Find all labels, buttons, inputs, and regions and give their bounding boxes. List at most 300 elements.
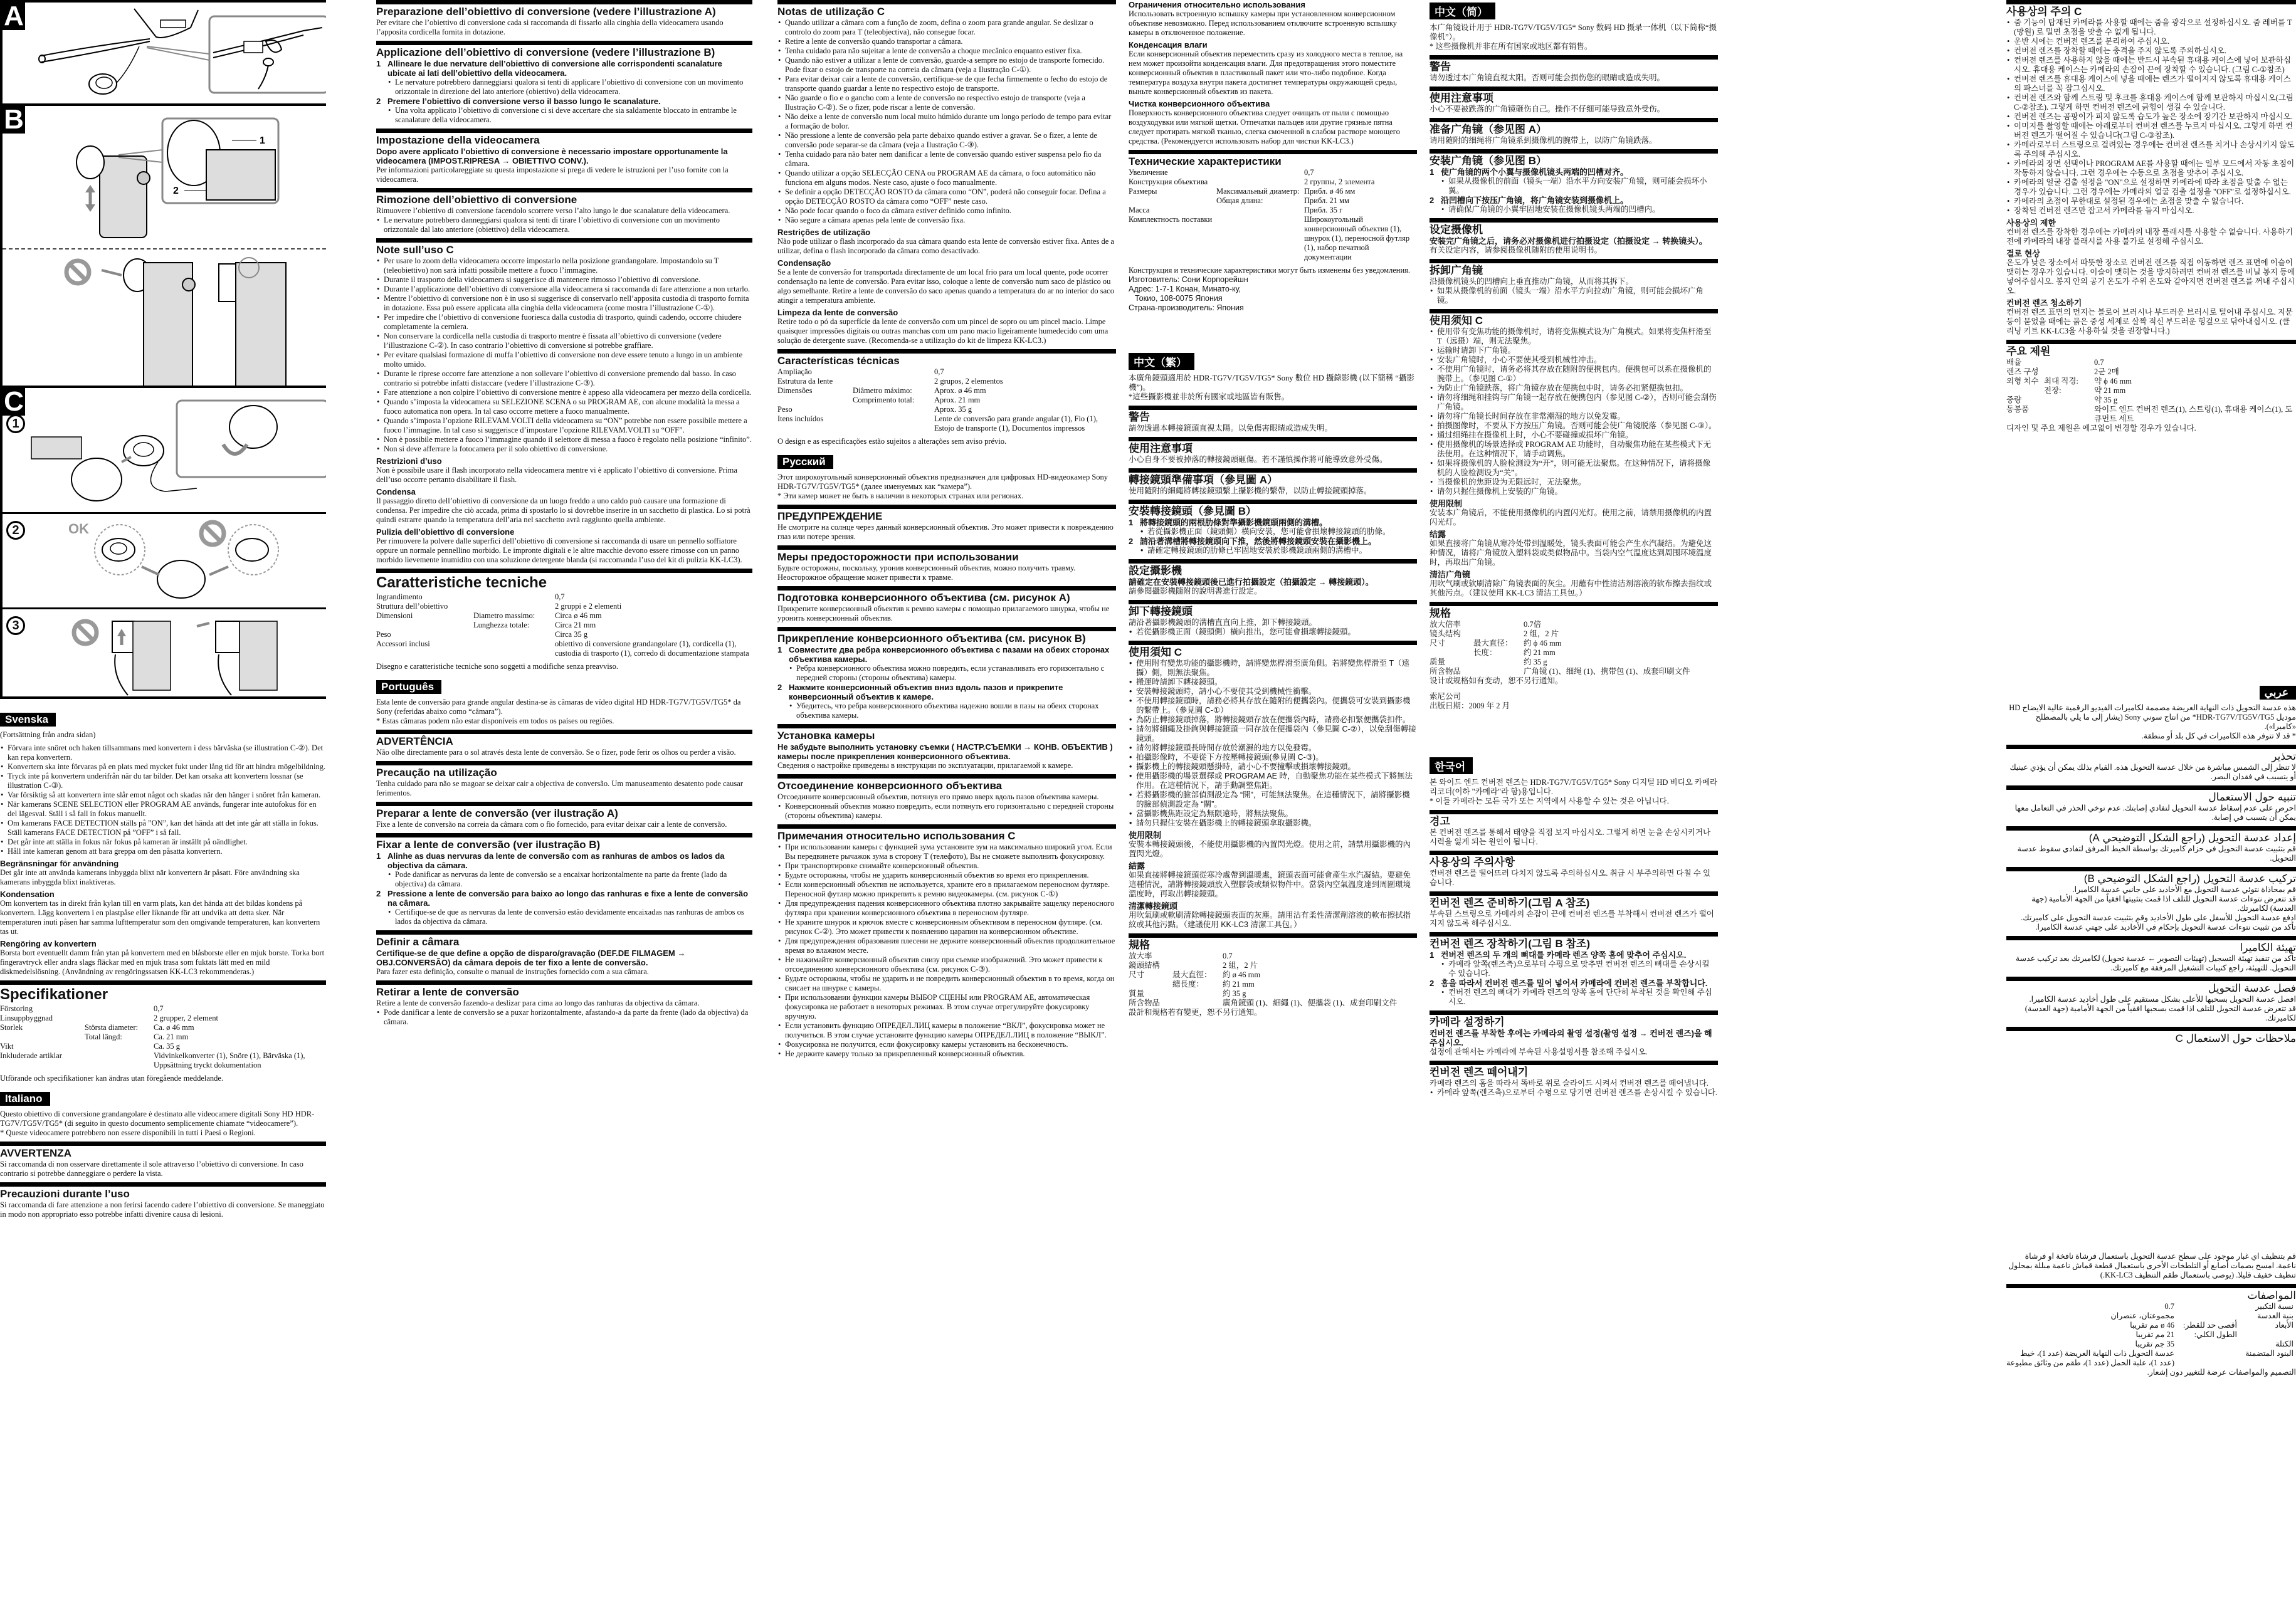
figure-c-label: C <box>3 388 25 416</box>
divider-bar <box>376 802 752 806</box>
section-text: 如果直接将广角镜从寒冷处带到温暖处，镜头表面可能会产生水汽凝结。为避免这种情况，请将广角镜放入塑料袋或类似物品中。当袋内空气温度达到周围环境温度时，再取出广角镜。 <box>1430 539 1712 567</box>
list-item: • Fare attenzione a non colpire l’obiettivo di conversione mentre è appeso alla videocamera per mezzo della cordicella. <box>376 388 752 397</box>
section-heading: 清潔轉接鏡頭 <box>1129 901 1178 911</box>
divider-bar <box>1129 406 1417 410</box>
list-item: • Não deixe a lente de conversão num local muito húmido durante um longo período de tempo para evitar a formação de bolor. <box>777 112 1116 131</box>
cleaning-text: قم بتنظيف اي غبار موجود على سطح عدسة التحويل باستعمال فرشاة نافخة او فرشاة ناعمة. امسح بصمات أصابع أو التلطخات الأخرى باستعمال قطعة قماش ناعمة مبللة بمحلول تنظيف خفيف قليلا. (يوصى باستعمال طقم التنظيف KK-LC3.) <box>2008 1252 2296 1279</box>
precautions-text: 小心不要被跌落的广角镜砸伤自己。操作不仔细可能导致意外受伤。 <box>1430 105 1665 113</box>
divider-bar <box>2006 867 2296 871</box>
remove-title: Rimozione dell’obiettivo di conversione <box>376 194 577 206</box>
list-item: • Будьте осторожны, чтобы не ударить и не повредить конверсионный объектив в то время, когда он свисает на шнурке с камеры. <box>777 974 1116 993</box>
section-heading: Конденсация влаги <box>1129 40 1208 50</box>
section-text: Il passaggio diretto dell’obiettivo di conversione da un luogo freddo a uno caldo può causare una formazione di condensa. Per impedire che ciò accada, prima di spostarlo lo si dovrebbe inserire in un sacchetto di plastica. Lo si potrà quindi estrarre quando la temperatura dell’aria nel sacchetto avrà raggiunto quella ambiente. <box>376 496 750 524</box>
divider-bar <box>1129 150 1417 154</box>
intro-text: 本广角镜设计用于 HDR-TG7V/TG5V/TG5* Sony 数码 HD 摄录一体机（以下简称“摄像机”）。 <box>1430 23 1717 41</box>
section-heading: 컨버전 렌즈 청소하기 <box>2006 298 2082 308</box>
list-item: • 请确保广角镜的小翼牢固地安装在摄像机镜头两端的凹槽内。 <box>1441 205 1718 214</box>
spec-table <box>0 1004 326 1070</box>
divider-bar <box>376 761 752 765</box>
divider-bar <box>1129 600 1417 604</box>
list-item: • Per impedire che l’obiettivo di conversione fuoriesca dalla custodia di trasporto, quindi cadendo, occorre chiudere completamente la cerniera. <box>376 313 752 332</box>
divider-bar <box>376 569 752 573</box>
section-heading: Ограничения относительно использования <box>1129 0 1305 9</box>
list-item: • Retire a lente de conversão quando transportar a câmara. <box>777 37 1116 46</box>
setup-bold: 請確定在安裝轉接鏡頭後已進行拍攝設定（拍攝設定 → 轉接鏡頭）。 <box>1129 577 1374 587</box>
divider-bar <box>376 833 752 837</box>
remove-note: قد تتعرض عدسة التحويل للتلف اذا قمت بسحبها افقياً من الجهة الأمامية (جهة العدسة) لكاميرتك. <box>2025 1004 2296 1022</box>
table-row: 长度： 约 21 mm <box>1473 648 1556 657</box>
section-heading: 使用限制 <box>1430 499 1463 508</box>
section-text: Поверхность конверсионного объектива следует очищать от пыли с помощью воздуходувки или мягкой щетки. Отпечатки пальцев или другие грязные пятна следует протирать мягкой тканью, слегка смоченной в слабом растворе моющего средства. (Рекомендуется использовать набор для чистки KK-LC3.) <box>1129 108 1400 145</box>
table-row: Dimensioni Diametro massimo: Circa ø 46 mm <box>376 611 602 620</box>
table-row: 尺寸 最大直径： 约 ϕ 46 mm <box>1430 639 1562 648</box>
strap-illustration <box>3 3 326 103</box>
list-item: • Não guarde o fio e o gancho com a lente de conversão no respectivo estojo de transporte (veja a Ilustração C-②). Se o fizer, pode riscar a lente de conversão. <box>777 93 1116 112</box>
divider-bar <box>1430 259 1718 263</box>
table-row: 동봉품 와이드 엔드 컨버전 렌즈(1), 스트링(1), 휴대용 케이스(1), 도큐먼트 세트 <box>2006 405 2293 423</box>
callout-1: 1 <box>260 135 265 146</box>
list-item: • 장착된 컨버전 렌즈만 잡고서 카메라를 들지 마십시오. <box>2006 206 2296 216</box>
table-row: 尺寸 最大直徑： 約 ø 46 mm <box>1129 970 1261 979</box>
precautions-text: 컨버전 렌즈를 떨어뜨려 다치지 않도록 주의하십시오. 취급 시 부주의하면 다칠 수 있습니다. <box>1430 869 1711 887</box>
table-row: 외형 치수 최대 직경: 약 ϕ 46 mm <box>2006 377 2132 386</box>
setup-title: تهيئة الكاميرا <box>2240 942 2296 953</box>
list-item: • 使用附有變焦功能的攝影機時，請將變焦桿滑至廣角側。若將變焦桿滑至 T（遠攝）側，則無法聚焦。 <box>1129 659 1417 678</box>
list-item: • Tryck inte på konvertern underifrån när du tar bilder. Det kan orsaka att konvertern lossnar (se illustration C-③). <box>0 772 326 790</box>
section-text: 컨버전 렌즈를 장착한 경우에는 카메라의 내장 플래시를 사용할 수 없습니다. 사용하기 전에 카메라의 내장 플래시를 사용 불가로 설정해 주십시오. <box>2006 228 2293 246</box>
list-item: • Фокусировка не получится, если фокусировку камеры установить на бесконечность. <box>777 1040 1116 1049</box>
spec-table <box>777 367 1116 433</box>
country-line: Страна-производитель: Япония <box>1129 303 1244 312</box>
section-heading: 결로 현상 <box>2006 249 2040 258</box>
divider-bar <box>376 0 752 4</box>
setup-text: 有关设定内容，请参阅摄像机随附的使用说明书。 <box>1430 246 1603 255</box>
precautions-title: 使用注意事項 <box>1129 443 1193 454</box>
setup-text: 請參閱攝影機隨附的說明書進行設定。 <box>1129 587 1262 596</box>
notes-title: Notas de utilização C <box>777 6 885 18</box>
section-heading: Limpeza da lente de conversão <box>777 308 898 317</box>
setup-text: تأكد من تنفيذ تهيئة التسجيل (تهيئات التصوير ← عدسة تحويل) لكاميرتك بعد تركيب عدسة التحويل. للتهيئة، راجع كتيبات التشغيل المرفقة مع كاميرتك. <box>2015 954 2296 972</box>
list-item: • Pode danificar a lente de conversão se a puxar horizontalmente, afastando-a da parte da frente (lado da objectiva) da câmara. <box>376 1008 752 1027</box>
section-heading: Condensa <box>376 487 416 496</box>
column-6 <box>2006 0 2296 683</box>
attach-step-2: 2 Pressione a lente de conversão para baixo ao longo das ranhuras e fixe a lente de conversão na câmara. <box>376 889 749 908</box>
divider-bar <box>376 238 752 243</box>
divider-bar <box>376 730 752 734</box>
section-text: Om konvertern tas in direkt från kylan till en varm plats, kan det hända att det bildas kondens på konvertern. Lägg konvertern i en plastpåse eller liknande för att undvika att detta sker. När temperaturen inuti påsen har samma lufttemperatur som den omgivande temperaturen, kan konvertern tas ut. <box>0 899 320 936</box>
divider-bar <box>1430 87 1718 91</box>
list-item: • Per usare lo zoom della videocamera occorre impostarlo nella posizione grandangolare. Impostandolo su T (teleobiettivo) non sarà infatti possibile mettere a fuoco l’immagine. <box>376 256 752 275</box>
prep-title: 准备广角镜（参见图 A） <box>1430 123 1547 135</box>
list-item: • Будьте осторожны, чтобы не ударить конверсионный объектив во время его прикрепления. <box>777 871 1116 880</box>
attach-step-1: 1 將轉接鏡頭的兩根肋條對準攝影機鏡頭兩側的溝槽。 <box>1129 518 1328 527</box>
lang-tag-zh-hans: 中文（简） <box>1430 3 1495 19</box>
section-text: Non è possibile usare il flash incorporato nella videocamera mentre vi è applicato l’obiettivo di conversione. Prima dell’uso occorre pertanto disabilitare il flash. <box>376 466 737 484</box>
remove-title: فصل عدسة التحويل <box>2208 982 2296 994</box>
table-row: 质量 约 35 g <box>1430 658 1547 666</box>
list-item: • 請勿將細繩及掛鉤與轉接鏡頭一同存放在便攜袋內（參見圖 C-②），以免刮傷轉接鏡頭。 <box>1129 725 1417 743</box>
divider-bar <box>1129 933 1417 938</box>
table-row: 배율 0.7 <box>2006 358 2104 367</box>
lang-tag-korean: 한국어 <box>1430 757 1473 774</box>
lang-tag-italiano: Italiano <box>0 1092 50 1106</box>
divider-bar <box>1430 891 1718 896</box>
intro-note: * Estas câmaras podem não estar disponíveis em todos os países ou regiões. <box>376 717 614 725</box>
list-item: • 若將攝影機的臉部偵測設定為 “開”，可能無法聚焦。在這種情況下，請將攝影機的臉部偵測設定為 “關”。 <box>1129 790 1417 809</box>
setup-bold: Certifique-se de que define a opção de disparo/gravação (DEF.DE FILMAGEM → OBJ.CONVERSÃO) da câmara depois de ter fixo a lente de conversão. <box>376 948 686 967</box>
continued-note: (Fortsättning från andra sidan) <box>0 730 96 739</box>
list-item: • Certifique-se de que as nervuras da lente de conversão estão devidamente encaixadas nas ranhuras de ambos os lados da objectiva da câmara. <box>387 908 752 926</box>
figure-c-panel <box>0 386 326 699</box>
divider-bar <box>2006 340 2296 344</box>
section-heading: Condensação <box>777 258 831 268</box>
setup-bold: 컨버전 렌즈를 부착한 후에는 카메라의 촬영 설정(촬영 설정 → 컨버전 렌즈)을 해 주십시오. <box>1430 1029 1712 1047</box>
list-item: • 搬運時請卸下轉接鏡頭。 <box>1129 678 1417 687</box>
divider-bar <box>777 505 1116 509</box>
list-item: • 컨버전 렌즈를 장착할 때에는 충격을 주지 않도록 주의하십시오. <box>2006 46 2296 56</box>
warning-title: تحذير <box>2272 750 2296 762</box>
list-item: • Если конверсионный объектив не используется, храните его в прилагаемом переносном футляре. Переносной футляр можно прикрепить к ремню видеокамеры. (см. рисунок C-①) <box>777 880 1116 899</box>
prep-text: 使用隨附的細繩將轉接鏡頭繫上攝影機的繫帶，以防止轉接鏡頭掉落。 <box>1129 486 1372 495</box>
attach-step-2: 2 沿凹槽向下按压广角镜，将广角镜安装到摄像机上。 <box>1430 196 1629 205</box>
address-line: Адрес: 1-7-1 Конан, Минато-ку, <box>1129 285 1241 293</box>
intro-text: Esta lente de conversão para grande angular destina-se às câmaras de vídeo digital HD HDR-TG7V/TG5V/TG5* da Sony (referidas abaixo como “câmara”). <box>376 698 741 716</box>
list-item: • Quando s’imposta l’opzione RILEVAM.VOLTI della videocamera su “ON” potrebbe non essere possibile mettere a fuoco l’immagine. In tal caso si suggerisce d’impostare l’opzione RILEVAM.VOLTI su “OFF”. <box>376 416 752 435</box>
notes-title: 사용상의 주의 C <box>2006 6 2082 18</box>
table-row: Comprimento total: Aprox. 21 mm <box>853 396 981 404</box>
table-row: 중량 약 35 g <box>2006 396 2118 404</box>
remove-text: 請沿著攝影機鏡頭的溝槽直直向上推，卸下轉接鏡頭。 <box>1129 618 1317 627</box>
prep-text: 请用随附的细绳将广角镜系到摄像机的腕带上，以防广角镜跌落。 <box>1430 136 1657 145</box>
list-item: • 当摄像机的焦距设为无限远时，无法聚焦。 <box>1430 478 1718 487</box>
column-3 <box>777 0 1116 1601</box>
table-row: Комплектность поставки Широкоугольный конверсионный объектив (1), шнурок (1), переносной футляр (1), набор печатной документации <box>1129 215 1410 261</box>
precautions-text: Si raccomanda di fare attenzione a non ferirsi facendo cadere l’obiettivo di conversione. Se maneggiato in modo non appropriato esso potrebbe infatti divenire causa di lesioni. <box>0 1200 325 1219</box>
list-item: • Não pode focar quando o foco da câmara estiver definido como infinito. <box>777 206 1116 216</box>
list-item: • Не храните шнурок и крючок вместе с конверсионным объективом в переносном футляре. (см. рисунок C-②). Это может привести к появлению царапин на конверсионном объективе. <box>777 918 1116 937</box>
divider-bar <box>1430 149 1718 154</box>
section-heading: 清洁广角镜 <box>1430 570 1471 579</box>
section-heading: 使用限制 <box>1129 831 1162 840</box>
attach-step-1-note: قد تتعرض نتوءات عدسة التحويل للتلف اذا قمت بتثبيتها افقياً من الجهة الأمامية (جهة العدسة) لكاميرتك. <box>2031 895 2296 913</box>
list-item: • Tenha cuidado para não bater nem danificar a lente de conversão quando estiver suspensa pelo fio da câmara. <box>777 150 1116 169</box>
section-heading: Rengöring av konvertern <box>0 939 97 948</box>
divider-bar <box>0 1182 326 1187</box>
figure-a-label: A <box>3 3 25 30</box>
section-text: 用吹氣刷或軟刷清除轉接鏡頭表面的灰塵。請用沾有柔性清潔劑溶液的軟布擦拭指紋或其他污點。（建議使用 KK-LC3 清潔工具包。） <box>1129 911 1411 929</box>
table-row: 所含物品 廣角鏡頭 (1)、細繩 (1)、便攜袋 (1)、成套印刷文件 <box>1129 999 1398 1007</box>
prep-text: قم بتثبيت عدسة التحويل في حزام كاميرتك بواسطة الخيط المرفق لتفادي سقوط عدسة التحويل. <box>2017 844 2296 863</box>
intro-text: Questo obiettivo di conversione grandangolare è destinato alle videocamere digitali Sony HD HDR-TG7V/TG5V/TG5* (di seguito in questo documento semplicemente chiamate “videocamere”). <box>0 1110 315 1128</box>
column-7-arabic <box>2006 683 2296 1601</box>
section-heading: Begränsningar för användning <box>0 859 119 868</box>
list-item: • Le nervature potrebbero danneggiarsi qualora si tenti di applicare l’obiettivo di conversione con un movimento orizzontale in direzione del lato anteriore (obiettivo) della videocamera. <box>387 78 752 97</box>
list-item: • 拍摄图像时，不要从下方按压广角镜。否则可能会使广角镜脱落（参见图 C-③）。 <box>1430 421 1718 431</box>
spec-note: Utförande och specifikationer kan ändras utan föregående meddelande. <box>0 1074 224 1083</box>
divider-bar <box>2006 977 2296 981</box>
table-row: 總長度： 約 21 mm <box>1172 980 1255 989</box>
list-item: • Förvara inte snöret och haken tillsammans med konvertern i dess bärväska (se illustration C-②). Det kan repa konvertern. <box>0 743 326 762</box>
remove-title: Отсоединение конверсионного объектива <box>777 780 1003 792</box>
list-item: • Quando não estiver a utilizar a lente de conversão, guarde-a sempre no estojo de transporte fornecido. Pode fixar o estojo de transporte na correia da câmara (veja a Ilustração C-①). <box>777 56 1116 75</box>
section-text: 온도가 낮은 장소에서 따뜻한 장소로 컨버전 렌즈를 직접 이동하면 렌즈 표면에 이슬이 맺히는 경우가 있습니다. 이슬이 맺히는 것을 방지하려면 컨버전 렌즈를 비닐 봉지 등에 넣어주십시오. 봉지 안의 공기 온도가 주위 온도와 같아지면 컨버전 렌즈를 꺼내 주십시오. <box>2006 258 2295 295</box>
spec-title: Características técnicas <box>777 355 900 367</box>
spec-table <box>1430 620 1718 676</box>
divider-bar <box>777 724 1116 728</box>
list-item: • 攝影機上的轉接鏡頭懸掛時，請小心不要撞擊或損壞轉接鏡頭。 <box>1129 762 1417 772</box>
notes-title: Примечания относительно использования C <box>777 830 1016 842</box>
setup-title: Установка камеры <box>777 730 875 742</box>
list-item: • При использовании функции камеры ВЫБОР СЦЕНЫ или PROGRAM AE, автоматическая фокусировка не работает в некоторых режимах. В этом случае отрегулируйте фокусировку вручную. <box>777 993 1116 1021</box>
prep-title: 轉接鏡頭準備事項（參見圖 A） <box>1129 474 1278 486</box>
divider-bar <box>1430 851 1718 855</box>
list-item: • Una volta applicato l’obiettivo di conversione ci si deve accertare che sia saldamente bloccato in entrambe le scanalature della videocamera. <box>387 106 752 125</box>
divider-bar <box>1129 468 1417 473</box>
table-row: Total längd: Ca. 21 mm <box>85 1032 189 1041</box>
company-name: 索尼公司 <box>1430 692 1461 701</box>
warning-title: 警告 <box>1129 411 1150 423</box>
hand-hold-illustration <box>3 388 326 701</box>
table-row: Масса Прибл. 35 г <box>1129 206 1343 214</box>
setup-text: Para fazer esta definição, consulte o manual de instruções fornecido com a sua câmara. <box>376 967 649 976</box>
divider-bar <box>0 980 326 985</box>
intro-note: * قد لا تتوفر هذه الكاميرات في كل بلد أو منطقة. <box>2141 732 2296 740</box>
notes-title: 使用须知 C <box>1430 315 1483 327</box>
attach-title: 安裝轉接鏡頭（參見圖 B） <box>1129 505 1256 517</box>
divider-bar <box>376 188 752 192</box>
list-item: • Håll inte kameran genom att bara greppa om den påsatta konvertern. <box>0 847 326 856</box>
list-item: • 安装广角镜时，小心不要使其受到机械性冲击。 <box>1430 355 1718 365</box>
divider-bar <box>2006 785 2296 790</box>
section-heading: 사용상의 제한 <box>2006 218 2056 228</box>
lang-tag-zh-hant: 中文（繁） <box>1129 353 1194 370</box>
list-item: • 컨버전 렌즈는 곰팡이가 피지 않도록 습도가 높은 장소에 장기간 보관하지 마십시오. <box>2006 112 2296 122</box>
prep-text: 부속된 스트링으로 카메라의 손잡이 끈에 컨버전 렌즈를 부착해서 컨버전 렌즈가 떨어지지 않도록 해주십시오. <box>1430 910 1714 928</box>
remove-title: 컨버전 렌즈 떼어내기 <box>1430 1066 1529 1078</box>
spec-table <box>2006 358 2296 424</box>
list-item: • Para evitar deixar cair a lente de conversão, certifique-se de que fecha firmemente o fecho do estojo de transporte quando guardar a lente no respectivo estojo de transporte. <box>777 75 1116 93</box>
list-item: • Если установить функцию ОПРЕДЕЛ.ЛИЦ камеры в положение “ВКЛ”, фокусировка может не получиться. В этом случае установите функцию камеры ОПРЕДЕЛ.ЛИЦ в положение “ВЫКЛ”. <box>777 1021 1116 1040</box>
remove-text: افصل عدسة التحويل بسحبها للأعلى بشكل مستقيم على طول أخاديد عدسة الكاميرا. <box>2029 995 2296 1004</box>
table-row: Vikt Ca. 35 g <box>0 1042 181 1051</box>
section-text: Det går inte att använda kamerans inbyggda blixt när konvertern är påsatt. Före användning ska kamerans inbyggda blixt inaktiveras. <box>0 868 300 886</box>
incorrect-attach-illustration <box>3 106 326 388</box>
warning-title: ПРЕДУПРЕЖДЕНИЕ <box>777 510 883 522</box>
table-row: 전장: 약 21 mm <box>2044 386 2126 395</box>
precautions-text: احرص على عدم إسقاط عدسة التحويل لتفادي إصابتك. عدم توخي الحذر في التعامل معها يمكن أن يتسبب في إصابة. <box>2014 804 2296 822</box>
list-item: • 컨버전 렌즈를 사용하지 않을 때에는 반드시 부속된 휴대용 케이스에 넣어 보관하십시오. 휴대용 케이스는 카메라의 손잡이 끈에 장착할 수 있습니다. (그림 C-①참조) <box>2006 56 2296 75</box>
warning-text: 請勿透過本轉接鏡頭直視太陽。以免傷害眼睛或造成失明。 <box>1129 424 1333 433</box>
divider-bar <box>1430 218 1718 223</box>
warning-title: 경고 <box>1430 816 1450 827</box>
list-item: • 카메라 앞쪽(렌즈측)으로부터 수평으로 맞추면 컨버전 렌즈의 뼈대를 손상시킬 수 있습니다. <box>1441 960 1718 979</box>
divider-bar <box>1430 932 1718 937</box>
remove-text: Retire a lente de conversão fazendo-a deslizar para cima ao longo das ranhuras da objectiva da câmara. <box>376 999 700 1007</box>
list-item: • Quando utilizar a câmara com a função de zoom, defina o zoom para grande angular. Se deslizar o controlo do zoom para T (teleobjectiva), não consegue focar. <box>777 18 1116 37</box>
prep-title: Preparazione dell’obiettivo di conversione (vedere l’illustrazione A) <box>376 6 716 18</box>
list-item: • 카메라의 얼굴 검출 설정을 "ON"으로 설정하면 카메라에 따라 초점을 맞출 수 없는 경우가 있습니다. 그런 경우에는 카메라의 얼굴 검출 설정을 "OFF"로 설정하십시오. <box>2006 178 2296 197</box>
precautions-title: 사용상의 주의사항 <box>1430 856 1515 868</box>
warning-text: Не смотрите на солнце через данный конверсионный объектив. Это может привести к повреждению глаз или потере зрения. <box>777 523 1114 541</box>
list-item: • Não pressione a lente de conversão pela parte debaixo quando estiver a gravar. Se o fizer, a lente de conversão pode separar-se da câmara (veja a Ilustração C-③). <box>777 131 1116 150</box>
remove-text: 카메라 렌즈의 홈을 따라서 똑바로 위로 슬라이드 시켜서 컨버전 렌즈를 떼어냅니다. <box>1430 1079 1709 1088</box>
table-row: الكتلة 35 جم تقريبا <box>2135 1340 2293 1348</box>
attach-step-2: 2 홈을 따라서 컨버전 렌즈를 밀어 넣어서 카메라에 컨버전 렌즈를 부착합니다. <box>1430 979 1708 988</box>
setup-bold: Не забудьте выполнить установку съемки ( НАСТР.СЪЕМКИ → КОНВ. ОБЪЕКТИВ ) камеры после прикрепления конверсионного объектива. <box>777 742 1113 761</box>
table-row: الأبعاد أقصى حد للقطر: ø 46 مم تقريبا <box>2130 1321 2293 1330</box>
section-text: Não pode utilizar o flash incorporado da sua câmara quando esta lente de conversão estiver fixa. Antes de a utilizar, defina o flash incorporado da câmara como desactivado. <box>777 237 1114 255</box>
notes-list <box>1129 659 1417 828</box>
attach-step-2-note: تأكد من تثبيت نتوءات عدسة التحويل بإحكام في الأخاديد على جهتي عدسة الكاميرا. <box>2035 923 2296 932</box>
list-item: • Не держите камеру только за прикрепленный конверсионный объектив. <box>777 1049 1116 1059</box>
spec-note: Disegno e caratteristiche tecniche sono soggetti a modifiche senza preavviso. <box>376 662 618 671</box>
column-5 <box>1430 0 1718 1601</box>
spec-title: Caratteristiche tecniche <box>376 574 547 591</box>
list-item: • 컨버전 렌즈를 휴대용 케이스에 넣을 때에는 렌즈가 떨어지지 않도록 휴대용 케이스의 파스너를 꼭 잠그십시오. <box>2006 75 2296 93</box>
list-item: • 运输时请卸下广角镜。 <box>1430 346 1718 355</box>
setup-bold: 安装完广角镜之后，请务必对摄像机进行拍摄设定（拍摄设定 → 转换镜头）。 <box>1430 236 1707 246</box>
table-row: Lunghezza totale: Circa 21 mm <box>473 621 596 629</box>
precautions-title: Меры предосторожности при использовании <box>777 551 1019 563</box>
spec-note: 设计或规格如有变动，恕不另行通知。 <box>1430 676 1563 685</box>
svenska-section <box>0 699 326 1219</box>
prep-title: Preparar a lente de conversão (ver ilustração A) <box>376 807 618 819</box>
table-row: Увеличение 0,7 <box>1129 168 1314 177</box>
table-row: Peso Aprox. 35 g <box>777 405 972 414</box>
list-item: • 컨버전 렌즈와 함께 스트링 및 후크를 휴대용 케이스에 함께 보관하지 마십시오(그림 C-②참조). 그렇게 하면 컨버전 렌즈에 긁힘이 생길 수 있습니다. <box>2006 93 2296 112</box>
attach-title: 安装广角镜（参见图 B） <box>1430 155 1547 167</box>
table-row: 所含物品 广角镜 (1)、细绳 (1)、携带包 (1)、成套印刷文件 <box>1430 667 1690 676</box>
attach-step-1: 1 使广角镜的两个小翼与摄像机镜头两端的凹槽对齐。 <box>1430 167 1629 177</box>
remove-text: Rimuovere l’obiettivo di conversione facendolo scorrere verso l’alto lungo le due scanalature della videocamera. <box>376 206 730 215</box>
setup-title: 카메라 설정하기 <box>1430 1016 1505 1028</box>
notes-title: Note sull’uso C <box>376 244 454 256</box>
list-item: • Mentre l’obiettivo di conversione non è in uso si suggerisce di conservarlo nell’apposita custodia di trasporto fornita in dotazione. Essa può essere applicata alla cinghia della videocamera (come mostra l’illustrazione C-①). <box>376 294 752 313</box>
spec-note: 디자인 및 주요 제원은 예고없이 변경할 경우가 있습니다. <box>2006 424 2196 433</box>
warning-text: 본 컨버전 렌즈를 통해서 태양을 직접 보지 마십시오. 그렇게 하면 눈을 손상시키거나 시력을 잃게 되는 원인이 됩니다. <box>1430 828 1711 846</box>
attach-step-2: 2 請沿著溝槽將轉接鏡頭向下推，然後將轉接鏡頭安裝在攝影機上。 <box>1129 537 1377 546</box>
section-text: Se a lente de conversão for transportada directamente de um local frio para um local quente, pode ocorrer condensação na lente de conversão. Para evitar isso, coloque a lente de conversão num saco de plástico ou algo semelhante. Retire a lente de conversão do saco apenas quando a temperatura do ar no interior do saco atingir a temperatura ambiente. <box>777 268 1114 305</box>
list-item: • 若從攝影機正面（鏡頭側）橫向推出，您可能會損壞轉接鏡頭。 <box>1129 627 1417 637</box>
notes-list <box>777 842 1116 1059</box>
callout-2: 2 <box>173 186 179 196</box>
prep-title: إعداد عدسة التحويل (راجع الشكل التوضيحي A) <box>2088 832 2296 844</box>
remove-text: Отсоедините конверсионный объектив, потянув его прямо вверх вдоль пазов объектива камеры. <box>777 792 1099 801</box>
list-item: • När kamerans SCENE SELECTION eller PROGRAM AE används, fungerar inte autofokus för en del lägesval. Ställ i så fall in fokus manuellt. <box>0 800 326 819</box>
spec-note: 設計和規格若有變更，恕不另行通知。 <box>1129 1008 1262 1017</box>
list-item: • 카메라 앞쪽(렌즈측)으로부터 수평으로 당기면 컨버전 렌즈를 손상시킬 수 있습니다. <box>1430 1088 1718 1098</box>
table-row: الطول الكلي: 21 مم تقريبا <box>2135 1330 2237 1339</box>
divider-bar <box>777 824 1116 829</box>
figure-c-step-1: 1 <box>6 414 25 433</box>
intro-text: Этот широкоугольный конверсионный объектив предназначен для цифровых HD-видеокамер Sony HDR-TG7V/TG5V/TG5* (далее именуемых как “камера”). <box>777 473 1109 491</box>
divider-bar <box>376 129 752 133</box>
table-row: 镜头结构 2 组，2 片 <box>1430 629 1559 638</box>
divider-bar <box>777 586 1116 591</box>
table-row: Ampliação 0,7 <box>777 367 944 376</box>
figure-c-step-2: 2 <box>6 521 25 540</box>
intro-note: * 이들 카메라는 모든 국가 또는 지역에서 사용할 수 있는 것은 아닙니다. <box>1430 797 1669 806</box>
divider-bar <box>2006 1027 2296 1031</box>
list-item: • Non conservare la cordicella nella custodia di trasporto mentre è fissata all’obiettivo di conversione (vedere l’illustrazione C-②). In caso contrario l’obiettivo di conversione si potrebbe graffiare. <box>376 332 752 350</box>
divider-bar <box>2006 936 2296 940</box>
divider-bar <box>1129 559 1417 564</box>
warning-text: Não olhe directamente para o sol através desta lente de conversão. Se o fizer, pode ferir os olhos ou perder a visão. <box>376 748 736 757</box>
list-item: • Durante il trasporto della videocamera si suggerisce di mantenere rimosso l’obiettivo di conversione. <box>376 275 752 285</box>
lang-tag-svenska: Svenska <box>0 713 56 727</box>
list-item: • 如果从摄像机的前面（镜头一端）沿水平方向拉动广角镜，则可能会损坏广角镜。 <box>1430 286 1718 305</box>
list-item: • 請確定轉接鏡頭的肋條已牢固地安裝於影機鏡頭兩側的溝槽中。 <box>1140 546 1417 555</box>
list-item: • Var försiktig så att konvertern inte slår emot något och skadas när den hänger i snöret från kameran. <box>0 790 326 800</box>
table-row: 放大倍率 0.7倍 <box>1430 620 1542 629</box>
list-item: • 请勿只握住摄像机上安装的广角镜。 <box>1430 487 1718 496</box>
precautions-title: تنبيه حول الاستعمال <box>2208 791 2296 803</box>
warning-text: 请勿透过本广角镜直视太阳。否则可能会损伤您的眼睛或造成失明。 <box>1430 73 1665 82</box>
list-item: • 카메라의 장면 선택이나 PROGRAM AE를 사용할 때에는 일부 모드에서 자동 초점이 작동하지 않습니다. 그런 경우에는 수동으로 초점을 맞추어 주십시오. <box>2006 159 2296 178</box>
list-item: • Durante le riprese occorre fare attenzione a non sollevare l’obiettivo di conversione premendo dal basso. In caso contrario si potrebbe infatti distaccare (vedere l’illustrazione C-③). <box>376 369 752 388</box>
list-item: • Le nervature potrebbero danneggiarsi qualora si tenti di tirare l’obiettivo di conversione con un movimento orizzontale dal lato anteriore (obiettivo) della videocamera. <box>376 216 752 234</box>
precautions-text: Будьте осторожны, поскольку, уронив конверсионный объектив, можно получить травму. Неосторожное обращение может привести к травме. <box>777 564 1076 582</box>
setup-text: Per informazioni particolareggiate su questa impostazione si prega di vedere le istruzioni per l’uso fornite con la videocamera. <box>376 165 729 184</box>
precautions-text: 小心自身不要被掉落的轉接鏡頭砸傷。若不謹慎操作將可能導致意外受傷。 <box>1129 455 1388 464</box>
column-4 <box>1129 0 1417 1601</box>
divider-bar <box>1430 1010 1718 1015</box>
list-item: • 为防止广角镜跌落，将广角镜存放在便携包中时，请务必扣紧便携包扣。 <box>1430 384 1718 393</box>
table-row: Estrutura da lente 2 grupos, 2 elementos <box>777 377 1003 386</box>
setup-text: 설정에 관해서는 카메라에 부속된 사용설명서를 참조해 주십시오. <box>1430 1047 1648 1056</box>
list-item: • Det går inte att ställa in fokus när fokus på kameran är inställt på oändlighet. <box>0 837 326 847</box>
section-text: 如果直接將轉接鏡頭從寒冷處帶到溫暖處，鏡頭表面可能會產生水汽凝結。要避免這種情況，請將轉接鏡頭放入塑膠袋或類似物件中。當袋內空氣溫度達到周圍環境溫度時，再取出轉接鏡頭。 <box>1129 871 1411 898</box>
divider-bar <box>1129 500 1417 504</box>
attach-step-2: 2 Нажмите конверсионный объектив вниз вдоль пазов и прикрепите конверсионный объектив к камере. <box>777 683 1063 701</box>
spec-note: O design e as especificações estão sujeitos a alterações sem aviso prévio. <box>777 437 1007 446</box>
setup-title: Impostazione della videocamera <box>376 134 540 146</box>
attach-step-1: 1 컨버전 렌즈의 두 개의 뼈대를 카메라 렌즈 양쪽 홈에 맞추어 주십시오. <box>1430 950 1687 960</box>
prep-title: 컨버전 렌즈 준비하기(그림 A 참조) <box>1430 897 1590 909</box>
divider-bar <box>777 0 1116 4</box>
table-row: Общая длина: Прибл. 21 мм <box>1216 196 1349 205</box>
list-item: • Non è possibile mettere a fuoco l’immagine quando il selettore di messa a fuoco è regolato nella posizione “infinito”. <box>376 435 752 444</box>
divider-bar <box>1430 810 1718 814</box>
prep-text: Per evitare che l’obiettivo di conversione cada si raccomanda di fissarlo alla cinghia della videocamera usando l’apposita cordicella fornita in dotazione. <box>376 18 724 36</box>
table-row: Конструкция объектива 2 группы, 2 элемента <box>1129 177 1375 186</box>
divider-bar <box>777 774 1116 779</box>
table-row: Peso Circa 35 g <box>376 630 588 639</box>
table-row: Inkluderade artiklar Vidvinkelkonverter (1), Snöre (1), Bärväska (1), Uppsättning tryckt dokumentation <box>0 1051 305 1069</box>
divider-bar <box>1430 118 1718 122</box>
list-item: • 請勿將轉接鏡頭長時間存放於潮濕的地方以免發霉。 <box>1129 743 1417 753</box>
spec-table <box>376 592 752 658</box>
remove-title: 卸下轉接鏡頭 <box>1129 606 1193 617</box>
divider-bar <box>777 627 1116 631</box>
section-text: Использовать встроенную вспышку камеры при установленном конверсионном объективе невозможно. Перед использованием отключите встроенную вспышку камеры в отключенное положение. <box>1129 9 1397 37</box>
section-heading: 结露 <box>1430 530 1446 539</box>
section-heading: Kondensation <box>0 890 55 899</box>
attach-step-1: 1 Allineare le due nervature dell’obiettivo di conversione alle corrispondenti scanalature ubicate ai lati dell’obiettivo della videocamera. <box>376 59 722 78</box>
svenska-notes-list <box>0 743 326 856</box>
list-item: • При транспортировке снимайте конверсионный объектив. <box>777 861 1116 871</box>
list-item: • Tenha cuidado para não sujeitar a lente de conversão a choque mecânico enquanto estiver fixa. <box>777 46 1116 56</box>
list-item: • 不使用轉接鏡頭時，請務必將其存放在隨附的便攜袋內。便攜袋可安裝到攝影機的繫帶上。（參見圖 C-①） <box>1129 696 1417 715</box>
list-item: • 如果将摄像机的人脸检测设为“开”，则可能无法聚焦。在这种情况下，请将摄像机的人脸检测设为“关”。 <box>1430 459 1718 478</box>
divider-bar <box>2006 745 2296 749</box>
divider-bar <box>1129 641 1417 645</box>
attach-step-2: 2 Premere l’obiettivo di conversione verso il basso lungo le scanalature. <box>376 97 661 106</box>
list-item: • 운반 시에는 컨버전 렌즈를 분리하여 주십시오. <box>2006 37 2296 46</box>
list-item: • Non si deve afferrare la fotocamera per il solo obiettivo di conversione. <box>376 444 752 454</box>
setup-bold: Dopo avere applicato l’obiettivo di conversione è necessario impostare opportunamente la videocamera (IMPOST.RIPRESA → OBIETTIVO CONV.). <box>376 147 728 165</box>
attach-step-2: ادفع عدسة التحويل للأسفل على طول الأخاديد وقم بتثبيت عدسة التحويل على كاميرتك. <box>2021 913 2296 922</box>
